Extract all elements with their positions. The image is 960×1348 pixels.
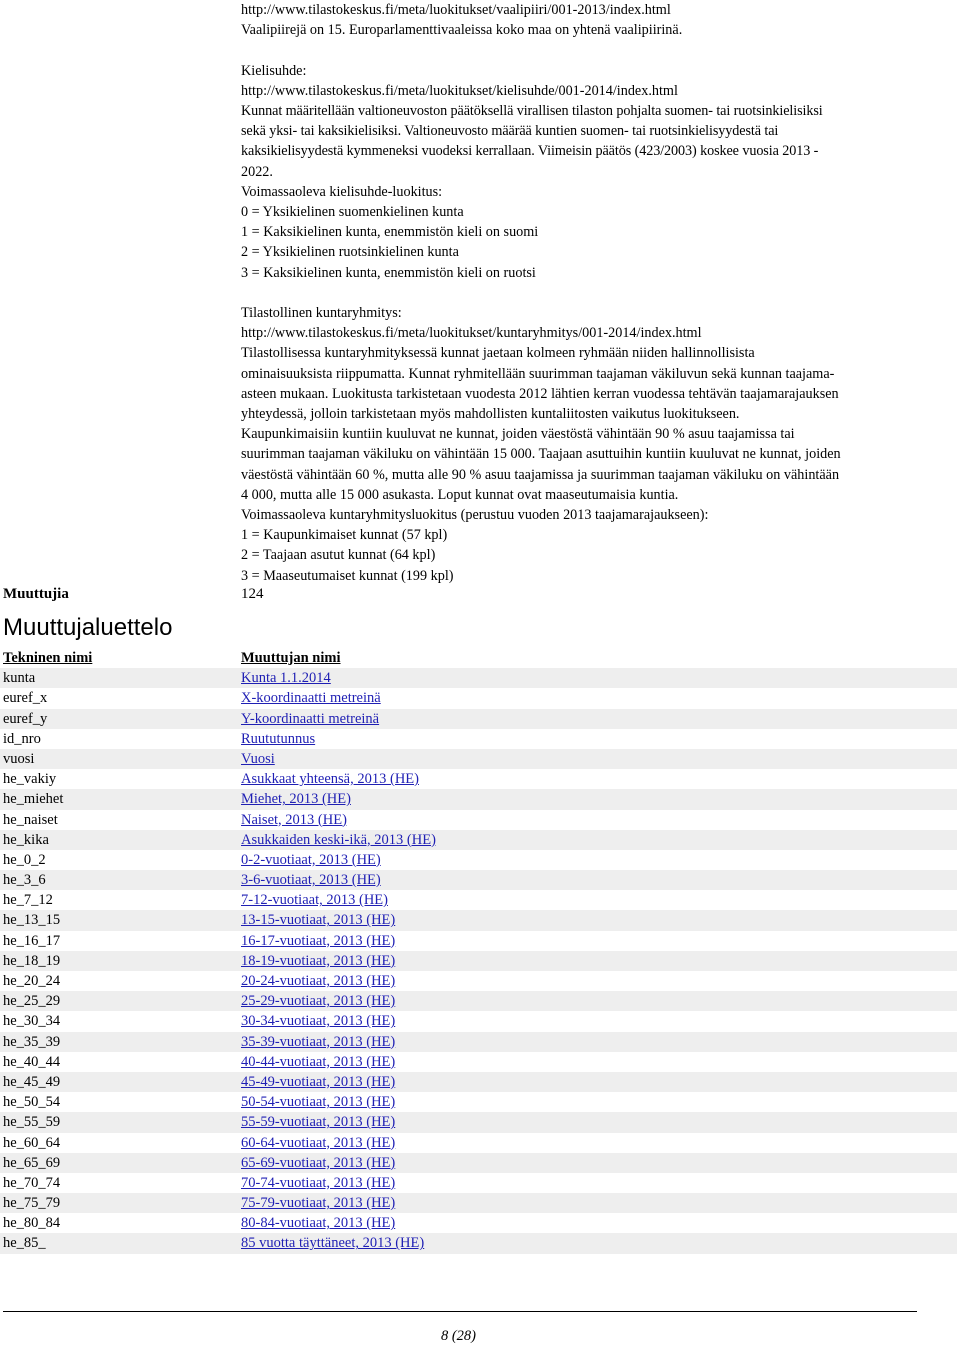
kielisuhde-text-1: Kunnat määritellään valtioneuvoston päätöksellä virallisen tilaston pohjalta suomen- tai ruotsinkielisiksi [241,103,823,119]
kielisuhde-class-0: 0 = Yksikielinen suomenkielinen kunta [241,204,464,221]
table-row [0,749,957,769]
table-row [0,709,957,729]
technical-name: he_25_29 [3,993,61,1010]
technical-name: he_35_39 [3,1033,61,1050]
variable-name-link[interactable]: 85 vuotta täyttäneet, 2013 (HE) [241,1235,425,1252]
kuntaryhmitys-text-4: yhteydessä, jolloin tarkistetaan myös mahdollisten kuntaliitosten vaikutus luokitukseen. [241,406,740,423]
kuntaryhmitys-class-3: 3 = Maaseutumaiset kunnat (199 kpl) [241,567,454,584]
technical-name: euref_y [3,710,48,727]
variable-name-link[interactable]: 70-74-vuotiaat, 2013 (HE) [241,1174,396,1191]
variable-name-link[interactable]: 55-59-vuotiaat, 2013 (HE) [241,1114,396,1131]
kuntaryhmitys-text-1: Tilastollisessa kuntaryhmityksessä kunnat jaetaan kolmeen ryhmään niiden hallinnollisista [241,345,755,362]
variable-name-link[interactable]: Miehet, 2013 (HE) [241,791,351,808]
table-row [0,951,957,971]
technical-name: vuosi [3,750,35,767]
variable-name-link[interactable]: 75-79-vuotiaat, 2013 (HE) [241,1195,396,1212]
variable-table [0,648,957,1254]
kuntaryhmitys-label: Tilastollinen kuntaryhmitys: [241,305,402,322]
table-row [0,850,957,870]
technical-name: he_16_17 [3,932,61,949]
technical-name: he_70_74 [3,1174,61,1191]
table-row [0,910,957,930]
table-row [0,890,957,910]
kielisuhde-text-4: 2022. [241,163,273,180]
table-body [0,668,957,1253]
variable-name-link[interactable]: 65-69-vuotiaat, 2013 (HE) [241,1154,396,1171]
page-number: 8 (28) [440,1328,477,1344]
variable-name-link[interactable]: X-koordinaatti metreinä [241,690,381,707]
variable-name-link[interactable]: Ruututunnus [241,730,316,747]
technical-name: he_75_79 [3,1195,61,1212]
variable-name-link[interactable]: 50-54-vuotiaat, 2013 (HE) [241,1094,396,1111]
kuntaryhmitys-text-2: ominaisuuksista riippumatta. Kunnat ryhmitellään suurimman taajaman väkiluvun sekä kunnan taajama- [241,365,835,382]
technical-name: he_60_64 [3,1134,61,1151]
variable-name-link[interactable]: 35-39-vuotiaat, 2013 (HE) [241,1033,396,1050]
technical-name: euref_x [3,690,48,707]
kielisuhde-text-2: sekä yksi- tai kaksikielisiksi. Valtioneuvosto määrää kuntien suomen- tai ruotsinkielisyydestä tai [241,123,779,140]
table-header [0,648,957,668]
technical-name: he_65_69 [3,1154,61,1171]
technical-name: he_vakiy [3,771,57,788]
table-row [0,1233,957,1253]
technical-name: he_80_84 [3,1215,61,1232]
technical-name: he_18_19 [3,952,61,969]
variable-name-link[interactable]: 45-49-vuotiaat, 2013 (HE) [241,1073,396,1090]
table-row [0,810,957,830]
table-row [0,830,957,850]
technical-name: he_13_15 [3,912,61,929]
kuntaryhmitys-text-3: asteen mukaan. Luokitusta tarkistetaan vuodesta 2012 lähtien kerran vuodessa tehtävän taajamarajauksen [241,385,839,402]
variable-name-link[interactable]: 3-6-vuotiaat, 2013 (HE) [241,872,381,889]
variable-name-link[interactable]: Asukkaiden keski-ikä, 2013 (HE) [241,831,436,848]
section-title: Muuttujaluettelo [3,614,173,641]
table-row [0,1072,957,1092]
variable-name-link[interactable]: 20-24-vuotiaat, 2013 (HE) [241,973,396,989]
kielisuhde-class-label: Voimassaoleva kielisuhde-luokitus: [241,183,443,200]
table-row [0,668,957,688]
variable-name-link[interactable]: 16-17-vuotiaat, 2013 (HE) [241,932,396,949]
variable-name-link[interactable]: Asukkaat yhteensä, 2013 (HE) [241,771,419,788]
table-row [0,1092,957,1112]
kuntaryhmitys-text-7: väestöstä vähintään 60 %, mutta alle 90 % asuu taajamissa ja suurimman taajaman väkiluku on vähintään [241,466,840,483]
kielisuhde-class-3: 3 = Kaksikielinen kunta, enemmistön kieli on ruotsi [241,264,536,281]
technical-name: he_naiset [3,811,58,828]
technical-name: id_nro [3,730,41,747]
metadata-text [241,0,957,586]
technical-name: he_50_54 [3,1094,61,1111]
table-row [0,991,957,1011]
technical-name: he_kika [3,831,49,848]
vaalipiiri-url[interactable]: http://www.tilastokeskus.fi/meta/luokitukset/vaalipiiri/001-2013/index.html [241,2,671,18]
table-row [0,1153,957,1173]
table-row [0,789,957,809]
kuntaryhmitys-text-8: 4 000, mutta alle 15 000 asukasta. Loput kunnat ovat maaseutumaisia kuntia. [241,486,679,503]
kuntaryhmitys-class-1: 1 = Kaupunkimaiset kunnat (57 kpl) [241,527,448,544]
kuntaryhmitys-class-2: 2 = Taajaan asutut kunnat (64 kpl) [241,547,436,564]
header-variable-name: Muuttujan nimi [241,650,341,666]
variable-name-link[interactable]: 25-29-vuotiaat, 2013 (HE) [241,993,396,1010]
table-row [0,688,957,708]
kielisuhde-class-1: 1 = Kaksikielinen kunta, enemmistön kieli on suomi [241,224,539,241]
footer-divider [3,1311,917,1312]
table-row [0,1133,957,1153]
kielisuhde-class-2: 2 = Yksikielinen ruotsinkielinen kunta [241,244,459,261]
kuntaryhmitys-text-6: suurimman taajaman väkiluku on vähintään 15 000. Taajaan asuttuihin kuntiin kuuluvat ne kunnat, joiden [241,446,841,463]
variable-name-link[interactable]: 80-84-vuotiaat, 2013 (HE) [241,1215,396,1232]
kielisuhde-text-3: kaksikielisyydestä kymmeneksi vuodeksi kerrallaan. Viimeisin päätös (423/2003) koskee vuosia 2013 - [241,143,819,160]
vaalipiiri-note: Vaalipiirejä on 15. Europarlamenttivaaleissa koko maa on yhtenä vaalipiirinä. [241,22,683,39]
variable-name-link[interactable]: Naiset, 2013 (HE) [241,811,347,828]
technical-name: he_85_ [3,1235,46,1252]
table-row [0,1173,957,1193]
technical-name: he_miehet [3,791,64,808]
technical-name: kunta [3,670,36,687]
table-row [0,931,957,951]
variable-name-link[interactable]: Kunta 1.1.2014 [241,670,331,687]
table-row [0,1213,957,1233]
variable-name-link[interactable]: 60-64-vuotiaat, 2013 (HE) [241,1134,396,1151]
variable-name-link[interactable]: Y-koordinaatti metreinä [241,710,380,727]
kielisuhde-label: Kielisuhde: [241,62,307,79]
variable-name-link[interactable]: 0-2-vuotiaat, 2013 (HE) [241,851,381,868]
technical-name: he_7_12 [3,892,53,909]
variable-name-link[interactable]: 30-34-vuotiaat, 2013 (HE) [241,1013,396,1030]
table-row [0,870,957,890]
variable-count-label: Muuttujia [3,586,69,602]
variable-name-link[interactable]: 40-44-vuotiaat, 2013 (HE) [241,1053,396,1070]
table-row [0,769,957,789]
table-row [0,1112,957,1132]
technical-name: he_20_24 [3,973,61,989]
technical-name: he_3_6 [3,872,46,889]
table-row [0,1011,957,1031]
technical-name: he_45_49 [3,1073,61,1090]
kielisuhde-url[interactable]: http://www.tilastokeskus.fi/meta/luokitukset/kielisuhde/001-2014/index.html [241,82,678,99]
technical-name: he_30_34 [3,1013,61,1030]
variable-name-link[interactable]: 7-12-vuotiaat, 2013 (HE) [241,892,388,909]
table-row [0,1052,957,1072]
table-row [0,729,957,749]
kuntaryhmitys-url[interactable]: http://www.tilastokeskus.fi/meta/luokitukset/kuntaryhmitys/001-2014/index.html [241,325,702,342]
variable-count-value: 124 [241,586,264,602]
variable-name-link[interactable]: Vuosi [241,750,275,767]
table-row [0,971,957,991]
technical-name: he_40_44 [3,1053,61,1070]
variable-name-link[interactable]: 18-19-vuotiaat, 2013 (HE) [241,952,396,969]
header-technical-name: Tekninen nimi [3,650,93,666]
kuntaryhmitys-class-label: Voimassaoleva kuntaryhmitysluokitus (perustuu vuoden 2013 taajamarajaukseen): [241,507,709,524]
variable-name-link[interactable]: 13-15-vuotiaat, 2013 (HE) [241,912,396,929]
kuntaryhmitys-text-5: Kaupunkimaisiin kuntiin kuuluvat ne kunnat, joiden väestöstä vähintään 90 % asuu taajamissa tai [241,426,795,443]
table-row [0,1193,957,1213]
technical-name: he_55_59 [3,1114,61,1131]
table-row [0,1032,957,1052]
technical-name: he_0_2 [3,851,46,868]
